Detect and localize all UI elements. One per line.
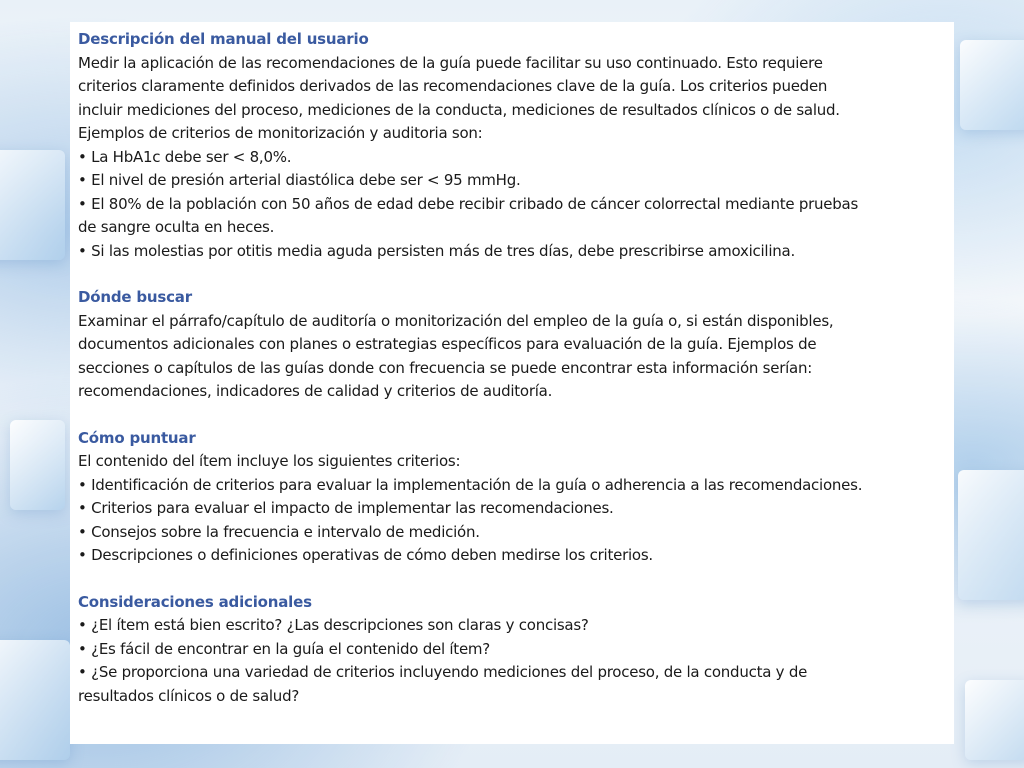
background-block [0,150,65,260]
bullet-item: • ¿El ítem está bien escrito? ¿Las descripciones son claras y concisas? [78,616,589,634]
section-gap [78,404,946,427]
section-heading: Descripción del manual del usuario [78,30,369,48]
bullet-item: • Consejos sobre la frecuencia e intervalo de medición. [78,522,480,541]
text-line: documentos adicionales con planes o estrategias específicos para evaluación de la guía. Ejemplos de [78,335,817,353]
text-line: Medir la aplicación de las recomendaciones de la guía puede facilitar su uso continuado. Esto requiere [78,53,823,72]
section-description [78,28,946,263]
text-line: Ejemplos de criterios de monitorización y auditoria son: [78,124,483,142]
bullet-item: • La HbA1c debe ser < 8,0%. [78,147,292,166]
text-line: de sangre oculta en heces. [78,218,275,236]
text-line: Examinar el párrafo/capítulo de auditoría o monitorización del empleo de la guía o, si están disponibles, [78,311,834,330]
bullet-item: • ¿Es fácil de encontrar en la guía el contenido del ítem? [78,639,490,658]
bullet-item: • El nivel de presión arterial diastólica debe ser < 95 mmHg. [78,171,521,189]
text-line: secciones o capítulos de las guías donde con frecuencia se puede encontrar esta información serían: [78,358,813,377]
section-additional-considerations [78,591,946,709]
bullet-item: • Criterios para evaluar el impacto de implementar las recomendaciones. [78,499,614,517]
text-line: recomendaciones, indicadores de calidad y criterios de auditoría. [78,382,553,400]
section-gap [78,263,946,286]
section-how-to-score [78,427,946,568]
background-block [958,470,1024,600]
text-line: resultados clínicos o de salud? [78,686,300,705]
section-heading: Consideraciones adicionales [78,592,312,611]
section-where-to-look [78,286,946,404]
text-line: El contenido del ítem incluye los siguientes criterios: [78,452,461,470]
background-block [960,40,1024,130]
text-line: incluir mediciones del proceso, mediciones de la conducta, mediciones de resultados clínicos o de salud. [78,100,840,119]
background-block [0,640,70,760]
section-heading: Dónde buscar [78,288,192,306]
bullet-item: • Si las molestias por otitis media aguda persisten más de tres días, debe prescribirse amoxicilina. [78,241,795,260]
section-gap [78,568,946,591]
background-block [965,680,1024,760]
bullet-item: • El 80% de la población con 50 años de edad debe recibir cribado de cáncer colorrectal mediante pruebas [78,194,859,213]
document-panel [70,22,954,744]
bullet-item: • ¿Se proporciona una variedad de criterios incluyendo mediciones del proceso, de la conducta y de [78,663,808,681]
bullet-item: • Descripciones o definiciones operativas de cómo deben medirse los criterios. [78,546,653,564]
bullet-item: • Identificación de criterios para evaluar la implementación de la guía o adherencia a las recomendaciones. [78,475,863,494]
section-heading: Cómo puntuar [78,428,196,447]
background-block [10,420,65,510]
text-line: criterios claramente definidos derivados de las recomendaciones clave de la guía. Los criterios pueden [78,77,828,95]
